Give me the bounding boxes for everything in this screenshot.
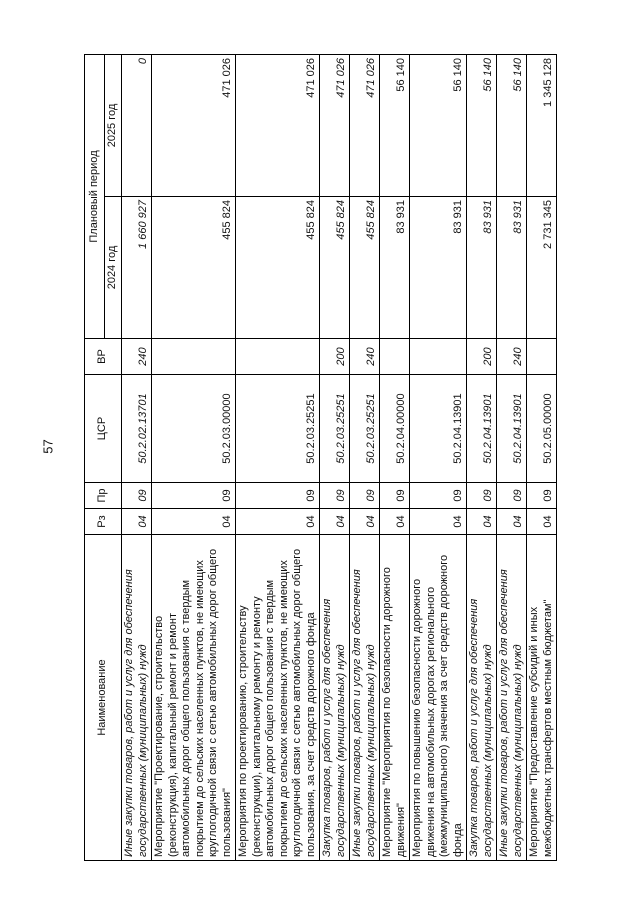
row-2024: 83 931 <box>410 197 467 339</box>
row-vr <box>527 339 557 375</box>
row-2024: 83 931 <box>380 197 410 339</box>
row-2024: 455 824 <box>320 197 350 339</box>
page-number: 57 <box>40 439 56 454</box>
row-pr: 09 <box>497 483 527 509</box>
row-rz: 04 <box>122 509 152 535</box>
row-name: Иные закупки товаров, работ и услуг для обеспечения государственных (муниципальных) нужд <box>122 535 152 861</box>
row-pr: 09 <box>320 483 350 509</box>
row-vr <box>410 339 467 375</box>
row-name: Иные закупки товаров, работ и услуг для обеспечения государственных (муниципальных) нужд <box>497 535 527 861</box>
row-2025: 471 026 <box>320 55 350 197</box>
row-rz: 04 <box>236 509 320 535</box>
row-vr: 240 <box>122 339 152 375</box>
header-pr: Пр <box>85 483 122 509</box>
row-csr: 50.2.02.13701 <box>122 375 152 483</box>
row-name: Мероприятия по повышению безопасности дорожного движения на автомобильных дорогах регионального (межмуниципального) значения за счет средств дорожного фонда <box>410 535 467 861</box>
row-rz: 04 <box>467 509 497 535</box>
row-2025: 471 026 <box>350 55 380 197</box>
row-pr: 09 <box>380 483 410 509</box>
header-year-2024: 2024 год <box>105 197 122 339</box>
row-pr: 09 <box>410 483 467 509</box>
row-pr: 09 <box>152 483 236 509</box>
row-rz: 04 <box>152 509 236 535</box>
row-2024: 455 824 <box>236 197 320 339</box>
row-2024: 2 731 345 <box>527 197 557 339</box>
row-rz: 04 <box>527 509 557 535</box>
header-vr: ВР <box>85 339 122 375</box>
row-rz: 04 <box>497 509 527 535</box>
row-rz: 04 <box>320 509 350 535</box>
table-row <box>410 55 467 861</box>
row-name: Закупка товаров, работ и услуг для обеспечения государственных (муниципальных) нужд <box>320 535 350 861</box>
budget-table <box>84 54 557 861</box>
table-row <box>380 55 410 861</box>
header-csr: ЦСР <box>85 375 122 483</box>
row-csr: 50.2.04.13901 <box>497 375 527 483</box>
table-row <box>497 55 527 861</box>
row-vr: 200 <box>320 339 350 375</box>
row-2025: 56 140 <box>380 55 410 197</box>
row-pr: 09 <box>350 483 380 509</box>
table-row <box>236 55 320 861</box>
header-rz: Рз <box>85 509 122 535</box>
rotated-budget-table <box>84 55 608 861</box>
row-name: Иные закупки товаров, работ и услуг для обеспечения государственных (муниципальных) нужд <box>350 535 380 861</box>
row-vr <box>152 339 236 375</box>
row-2025: 0 <box>122 55 152 197</box>
row-pr: 09 <box>467 483 497 509</box>
row-2025: 56 140 <box>410 55 467 197</box>
row-2025: 471 026 <box>236 55 320 197</box>
row-rz: 04 <box>350 509 380 535</box>
row-csr: 50.2.03.25251 <box>236 375 320 483</box>
row-pr: 09 <box>527 483 557 509</box>
row-2024: 83 931 <box>497 197 527 339</box>
table-row <box>350 55 380 861</box>
table-row <box>320 55 350 861</box>
row-name: Мероприятие "Мероприятия по безопасности дорожного движения" <box>380 535 410 861</box>
row-2025: 1 345 128 <box>527 55 557 197</box>
header-year-2025: 2025 год <box>105 55 122 197</box>
row-pr: 09 <box>236 483 320 509</box>
row-csr: 50.2.05.00000 <box>527 375 557 483</box>
table-row <box>467 55 497 861</box>
row-vr <box>236 339 320 375</box>
row-csr: 50.2.03.25251 <box>350 375 380 483</box>
row-2025: 471 026 <box>152 55 236 197</box>
row-name: Мероприятия по проектированию, строительству (реконструкции), капитальному ремонту и ремонту автомобильных дорог общего пользования с твердым покрытием до сельских населенных пунктов, не имеющих круглогодичной связи с сетью автомобильных дорог общего пользования, за счет средств дорожного фонда <box>236 535 320 861</box>
row-csr: 50.2.04.00000 <box>380 375 410 483</box>
row-vr <box>380 339 410 375</box>
row-vr: 200 <box>467 339 497 375</box>
row-csr: 50.2.04.13901 <box>410 375 467 483</box>
row-2024: 83 931 <box>467 197 497 339</box>
row-2024: 455 824 <box>350 197 380 339</box>
row-csr: 50.2.04.13901 <box>467 375 497 483</box>
table-body <box>122 55 557 861</box>
row-vr: 240 <box>350 339 380 375</box>
row-name: Мероприятие "Проектирование, строительство (реконструкция), капитальный ремонт и ремонт автомобильных дорог общего пользования с твердым покрытием до сельских населенных пунктов, не имеющих круглогодичной связи с сетью автомобильных дорог общего пользования" <box>152 535 236 861</box>
header-name: Наименование <box>85 535 122 861</box>
row-csr: 50.2.03.00000 <box>152 375 236 483</box>
table-row <box>527 55 557 861</box>
row-2024: 455 824 <box>152 197 236 339</box>
row-rz: 04 <box>410 509 467 535</box>
header-planned-period: Плановый период <box>85 55 105 339</box>
row-rz: 04 <box>380 509 410 535</box>
table-row <box>122 55 152 861</box>
row-2025: 56 140 <box>497 55 527 197</box>
table-row <box>152 55 236 861</box>
row-vr: 240 <box>497 339 527 375</box>
row-name: Мероприятие "Предоставление субсидий и иных межбюджетных трансфертов местным бюджетам" <box>527 535 557 861</box>
row-name: Закупка товаров, работ и услуг для обеспечения государственных (муниципальных) нужд <box>467 535 497 861</box>
row-pr: 09 <box>122 483 152 509</box>
row-csr: 50.2.03.25251 <box>320 375 350 483</box>
row-2024: 1 660 927 <box>122 197 152 339</box>
row-2025: 56 140 <box>467 55 497 197</box>
